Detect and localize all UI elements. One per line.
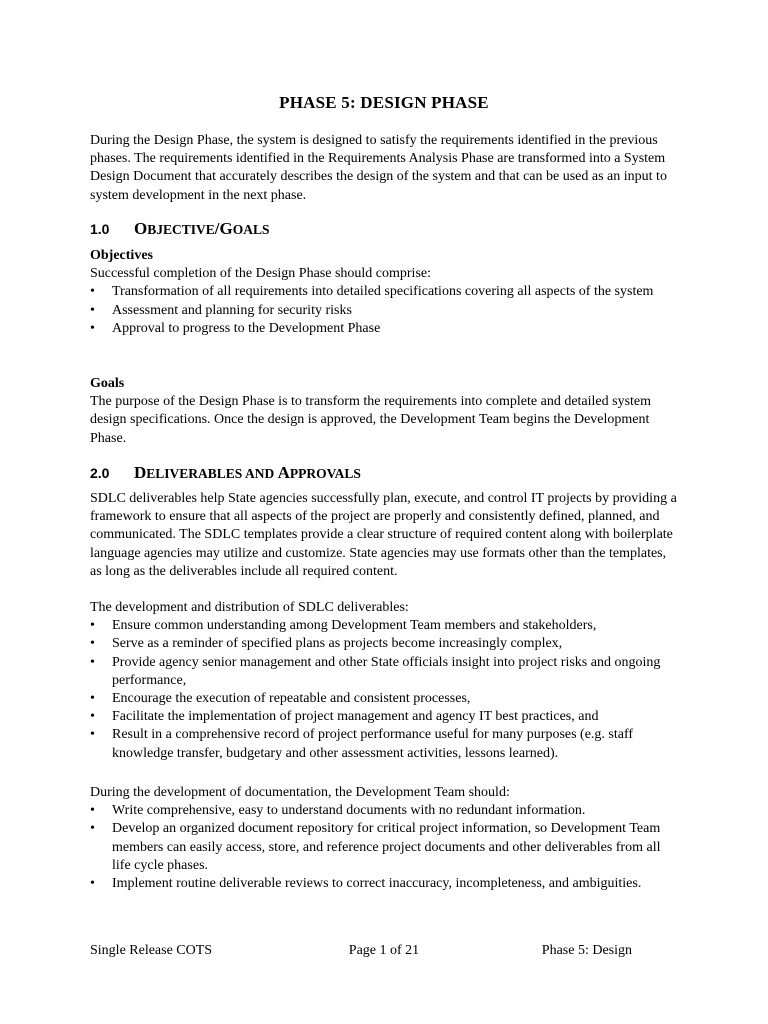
list-item: • Assessment and planning for security risks (90, 302, 352, 318)
list-item: • Write comprehensive, easy to understand documents with no redundant information. (90, 803, 586, 819)
intro-paragraph: During the Design Phase, the system is designed to satisfy the requirements identified in the previous phases. The requirements identified in the Requirements Analysis Phase are transformed into a System Design Document that accurately describes the design of the system and that can be used as an input to system development in the next phase. (90, 133, 667, 203)
list-item: • Result in a comprehensive record of project performance useful for many purposes (e.g. staff knowledge transfer, budgetary and other assessment activities, lessons learned). (90, 727, 634, 761)
deliverables-list-block (90, 599, 680, 763)
section-2-heading (90, 463, 361, 483)
list-item: • Implement routine deliverable reviews to correct inaccuracy, incompleteness, and ambiguities. (90, 876, 642, 892)
list-item: • Ensure common understanding among Development Team members and stakeholders, (90, 618, 597, 634)
objectives-label: Objectives (90, 248, 153, 263)
deliverables-paragraph: SDLC deliverables help State agencies successfully plan, execute, and control IT projects by providing a framework to ensure that all aspects of the project are properly and consistently defined, planned, and communicated. The SDLC templates provide a clear structure of required content along with boilerplate language agencies may utilize and customize. State agencies may use formats other than the templates, as long as the deliverables include all required content. (90, 491, 677, 579)
section-1-title: OBJECTIVE/GOALS (134, 219, 270, 238)
objectives-intro: Successful completion of the Design Phase should comprise: (90, 266, 431, 282)
section-1-heading (90, 219, 269, 239)
footer-left: Single Release COTS (90, 943, 213, 958)
team-list-intro: During the development of documentation, the Development Team should: (90, 785, 510, 800)
section-1-number: 1.0 (90, 221, 110, 237)
goals-text: The purpose of the Design Phase is to transform the requirements into complete and detailed system design specifications. Once the design is approved, the Development Team begins the Development Phase. (90, 394, 652, 446)
objectives-list (90, 283, 680, 338)
team-list (90, 802, 680, 893)
list-item: • Serve as a reminder of specified plans as projects become increasingly complex, (90, 636, 563, 652)
list-item: • Provide agency senior management and other State officials insight into project risks and ongoing performance, (90, 654, 661, 688)
footer-right: Phase 5: Design (541, 943, 632, 958)
page-title: PHASE 5: DESIGN PHASE (279, 93, 489, 112)
goals-label: Goals (90, 376, 125, 391)
goals-block (90, 375, 680, 448)
list-item: • Facilitate the implementation of project management and agency IT best practices, and (90, 709, 599, 725)
team-list-block (90, 784, 680, 893)
footer-page-number: Page 1 of 21 (348, 943, 420, 958)
deliverables-list-intro: The development and distribution of SDLC deliverables: (90, 600, 409, 615)
section-2-title: DELIVERABLES AND APPROVALS (134, 463, 361, 482)
list-item: • Encourage the execution of repeatable and consistent processes, (90, 691, 471, 707)
list-item: • Transformation of all requirements into detailed specifications covering all aspects of the system (90, 284, 654, 300)
list-item: • Approval to progress to the Development Phase (90, 320, 381, 336)
list-item: • Develop an organized document repository for critical project information, so Development Team members can easily access, store, and reference project documents and other deliverables from all life cycle phases. (90, 821, 661, 873)
section-2-number: 2.0 (90, 465, 110, 481)
deliverables-list (90, 617, 680, 763)
objectives-block (90, 247, 680, 338)
